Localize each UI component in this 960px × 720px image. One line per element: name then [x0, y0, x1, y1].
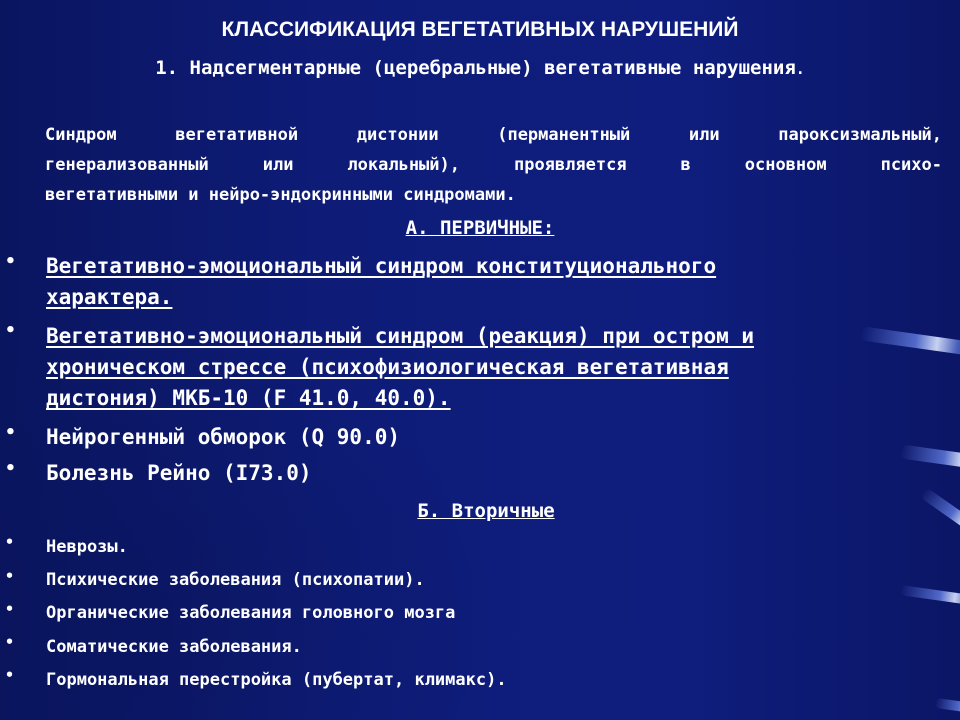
decorative-streak	[900, 444, 960, 473]
bullet-icon: •	[5, 666, 15, 684]
primary-item-3: Нейрогенный обморок (Q 90.0)	[46, 425, 401, 449]
primary-item-2-line-3: дистония) МКБ-10 (F 41.0, 40.0).	[46, 386, 451, 410]
subtitle-period: .	[795, 60, 805, 78]
intro-line-1: Синдром вегетативной дистонии (перманентный или пароксизмальный,	[45, 125, 942, 145]
intro-line-2: генерализованный или локальный), проявляется в основном психо-	[45, 155, 942, 175]
secondary-item-4: Соматические заболевания.	[46, 637, 302, 657]
bullet-icon: •	[5, 422, 16, 443]
section-b-heading: Б. Вторичные	[417, 500, 555, 522]
slide-title: КЛАССИФИКАЦИЯ ВЕГЕТАТИВНЫХ НАРУШЕНИЙ	[221, 18, 739, 41]
secondary-item-3: Органические заболевания головного мозга	[46, 603, 456, 623]
secondary-item-5: Гормональная перестройка (пубертат, климакс).	[46, 670, 507, 690]
primary-item-4: Болезнь Рейно (I73.0)	[46, 461, 312, 485]
bullet-icon: •	[5, 533, 15, 551]
bullet-icon: •	[5, 251, 16, 272]
primary-item-1-line-2: характера.	[46, 285, 173, 309]
bullet-icon: •	[5, 600, 15, 618]
decorative-streak	[860, 326, 960, 359]
primary-item-2-line-2: хроническом стрессе (психофизиологическая вегетативная	[46, 355, 729, 379]
primary-item-1-line-1: Вегетативно-эмоциональный синдром конституционального	[46, 254, 717, 278]
bullet-icon: •	[5, 458, 16, 479]
intro-line-3: вегетативными и нейро-эндокринными синдромами.	[45, 185, 516, 205]
section-a-heading: А. ПЕРВИЧНЫЕ:	[405, 217, 555, 239]
secondary-item-1: Неврозы.	[46, 537, 128, 557]
decorative-streak	[900, 585, 960, 609]
bullet-icon: •	[5, 633, 15, 651]
bullet-icon: •	[5, 320, 16, 341]
slide-subtitle	[0, 57, 960, 79]
primary-item-2-line-1: Вегетативно-эмоциональный синдром (реакция) при остром и	[46, 324, 755, 348]
subtitle-text: 1. Надсегментарные (церебральные) вегетативные нарушения	[155, 57, 796, 79]
decorative-streak	[935, 698, 960, 716]
secondary-item-2: Психические заболевания (психопатии).	[46, 570, 425, 590]
bullet-icon: •	[5, 567, 15, 585]
